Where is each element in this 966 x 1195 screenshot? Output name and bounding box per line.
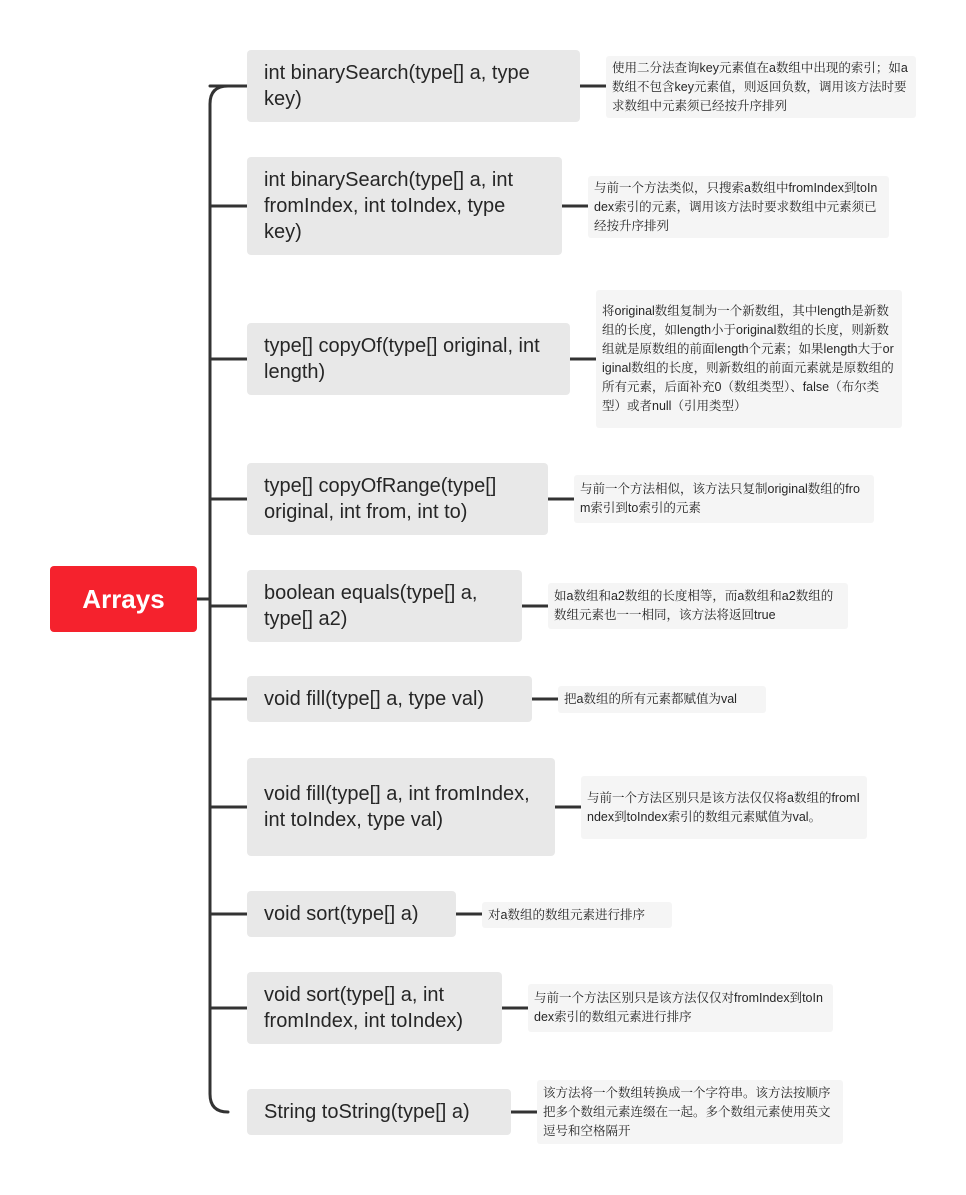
root-node-arrays[interactable]: Arrays: [50, 566, 197, 632]
method-node-binary-search[interactable]: int binarySearch(type[] a, type key): [247, 50, 580, 122]
method-node-sort-range[interactable]: void sort(type[] a, int fromIndex, int toIndex): [247, 972, 502, 1044]
method-node-fill[interactable]: void fill(type[] a, type val): [247, 676, 532, 722]
method-node-binary-search-range[interactable]: int binarySearch(type[] a, int fromIndex, int toIndex, type key): [247, 157, 562, 255]
note-copy-of-range: 与前一个方法相似，该方法只复制original数组的from索引到to索引的元素: [574, 475, 874, 523]
trunk-line: [210, 86, 228, 1112]
note-binary-search: 使用二分法查询key元素值在a数组中出现的索引；如a数组不包含key元素值，则返回负数，调用该方法时要求数组中元素须已经按升序排列: [606, 56, 916, 118]
note-equals: 如a数组和a2数组的长度相等，而a数组和a2数组的数组元素也一一相同，该方法将返回true: [548, 583, 848, 629]
note-binary-search-range: 与前一个方法类似，只搜索a数组中fromIndex到toIndex索引的元素，调用该方法时要求数组中元素须已经按升序排列: [588, 176, 889, 238]
method-node-equals[interactable]: boolean equals(type[] a, type[] a2): [247, 570, 522, 642]
note-fill-range: 与前一个方法区别只是该方法仅仅将a数组的fromIndex到toIndex索引的数组元素赋值为val。: [581, 776, 867, 839]
note-to-string: 该方法将一个数组转换成一个字符串。该方法按顺序把多个数组元素连缀在一起。多个数组元素使用英文逗号和空格隔开: [537, 1080, 843, 1144]
note-sort: 对a数组的数组元素进行排序: [482, 902, 672, 928]
note-sort-range: 与前一个方法区别只是该方法仅仅对fromIndex到toIndex索引的数组元素进行排序: [528, 984, 833, 1032]
method-node-to-string[interactable]: String toString(type[] a): [247, 1089, 511, 1135]
method-node-copy-of[interactable]: type[] copyOf(type[] original, int length): [247, 323, 570, 395]
note-fill: 把a数组的所有元素都赋值为val: [558, 686, 766, 713]
method-node-fill-range[interactable]: void fill(type[] a, int fromIndex, int toIndex, type val): [247, 758, 555, 856]
method-node-sort[interactable]: void sort(type[] a): [247, 891, 456, 937]
note-copy-of: 将original数组复制为一个新数组，其中length是新数组的长度，如length小于original数组的长度，则新数组就是原数组的前面length个元素；如果length大于original数组的长度，则新数组的前面元素就是原数组的所有元素，后面补充0（数组类型）、false（布尔类型）或者null（引用类型）: [596, 290, 902, 428]
method-node-copy-of-range[interactable]: type[] copyOfRange(type[] original, int from, int to): [247, 463, 548, 535]
